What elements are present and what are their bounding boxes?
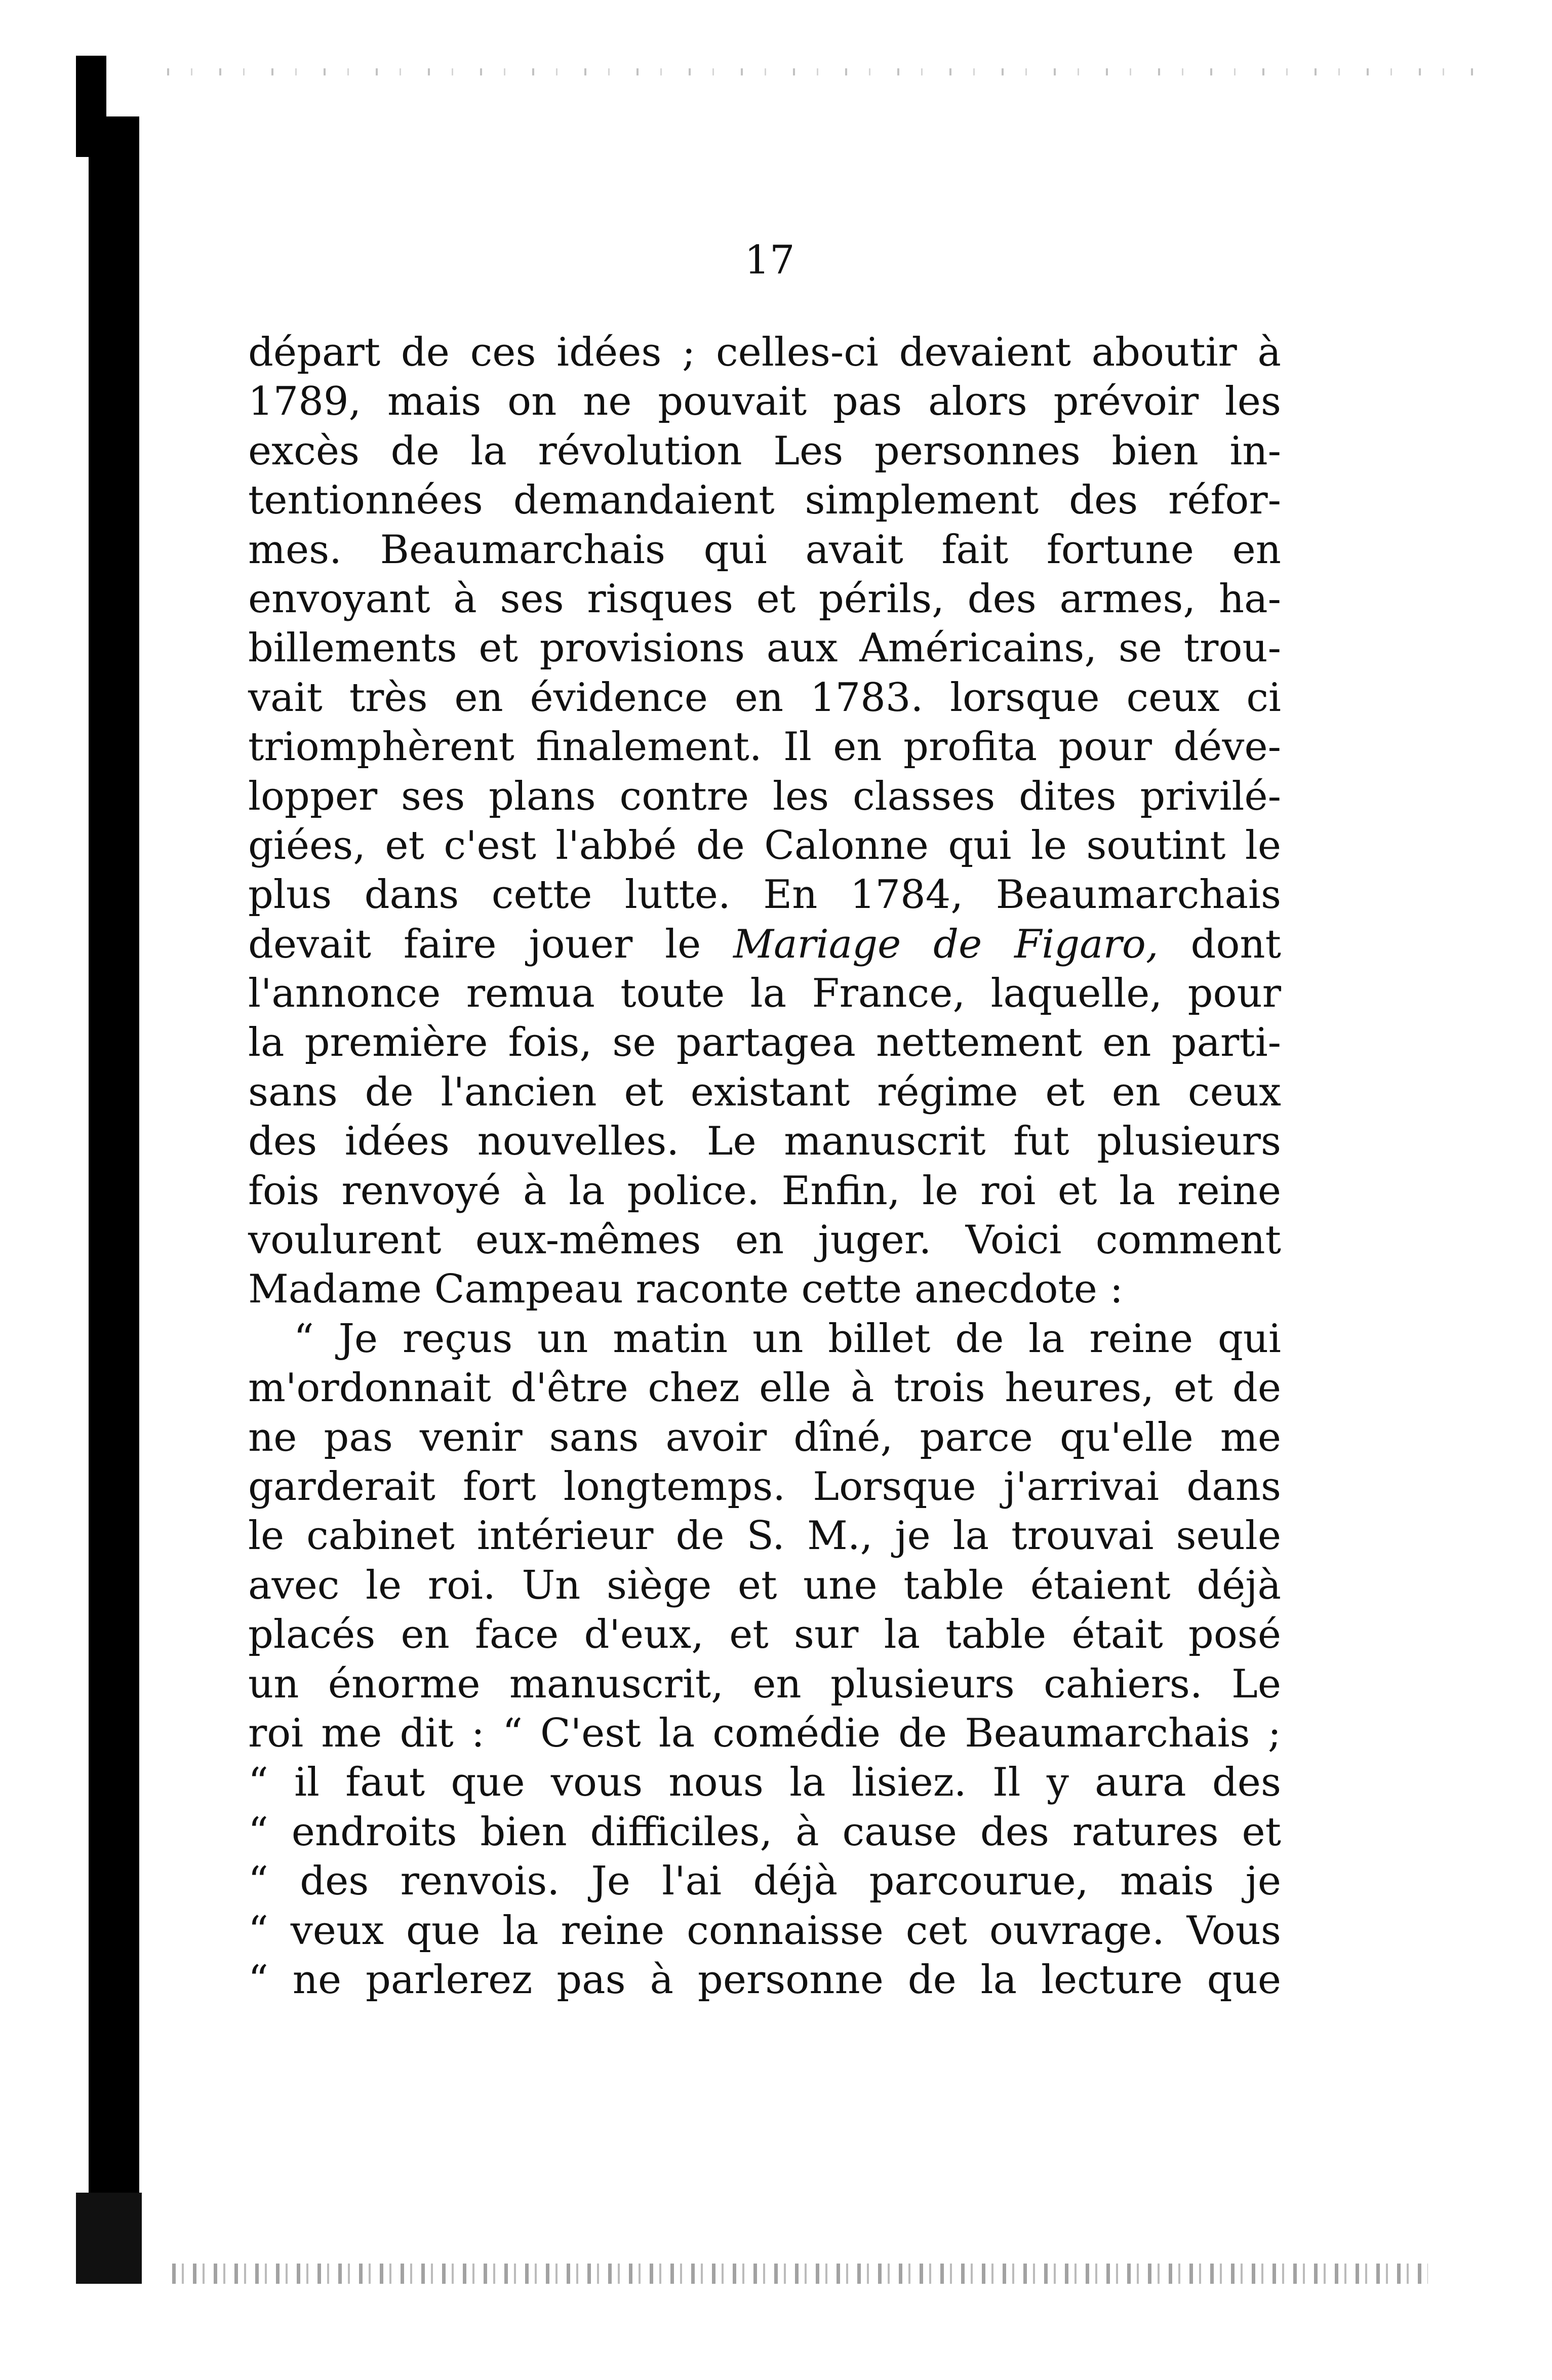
text-line: des idées nouvelles. Le manuscrit fut plusieurs (248, 1119, 1281, 1165)
text-line: Madame Campeau raconte cette anecdote : (248, 1266, 1123, 1313)
text-line: mes. Beaumarchais qui avait fait fortune en (248, 527, 1281, 573)
quote-line: avec le roi. Un siège et une table étaient déjà (248, 1562, 1281, 1608)
text-line: excès de la révolution Les personnes bien in- (248, 428, 1281, 474)
quote-line: le cabinet intérieur de S. M., je la trouvai seule (248, 1513, 1281, 1559)
play-title: Mariage de Figaro, (733, 921, 1159, 967)
quote-line: “ Je reçus un matin un billet de la reine qui (294, 1316, 1281, 1362)
text-line: sans de l'ancien et existant régime et en ceux (248, 1069, 1281, 1115)
text-line: départ de ces idées ; celles-ci devaient aboutir à (248, 330, 1281, 375)
text-line: 1789, mais on ne pouvait pas alors prévoir les (248, 379, 1281, 425)
text-segment: devait faire jouer le (248, 921, 734, 967)
text-line: giées, et c'est l'abbé de Calonne qui le soutint le (248, 822, 1281, 868)
quote-line: m'ordonnait d'être chez elle à trois heures, et de (248, 1365, 1281, 1411)
text-line: envoyant à ses risques et périls, des armes, ha- (248, 576, 1281, 622)
quote-line: ne pas venir sans avoir dîné, parce qu'elle me (248, 1414, 1281, 1460)
text-line: l'annonce remua toute la France, laquelle, pour (248, 971, 1281, 1017)
quote-line: “ des renvois. Je l'ai déjà parcourue, mais je (248, 1858, 1281, 1905)
text-line: lopper ses plans contre les classes dites privilé- (248, 773, 1281, 819)
text-line: plus dans cette lutte. En 1784, Beaumarchais (248, 872, 1281, 918)
scan-noise-bottom (172, 2264, 1428, 2284)
page-number: 17 (744, 237, 795, 283)
scan-noise-top (167, 68, 1474, 75)
text-line: la première fois, se partagea nettement en parti- (248, 1020, 1281, 1066)
text-line: billements et provisions aux Américains, se trou- (248, 625, 1281, 671)
text-segment: dont (1158, 921, 1282, 967)
quote-line: “ ne parlerez pas à personne de la lecture que (248, 1957, 1281, 2003)
quote-line: placés en face d'eux, et sur la table était posé (248, 1612, 1281, 1658)
quote-line: “ endroits bien difficiles, à cause des ratures et (248, 1809, 1281, 1855)
quote-line: “ il faut que vous nous la lisiez. Il y aura des (248, 1760, 1281, 1806)
text-line: tentionnées demandaient simplement des réfor- (248, 478, 1281, 524)
text-line: vait très en évidence en 1783. lorsque ceux ci (248, 675, 1281, 721)
quote-line: “ veux que la reine connaisse cet ouvrage. Vous (248, 1908, 1281, 1954)
page-text (248, 328, 1281, 2005)
scan-edge-shadow (89, 116, 139, 2279)
text-line-figaro (248, 920, 1281, 969)
quote-line: garderait fort longtemps. Lorsque j'arrivai dans (248, 1463, 1281, 1510)
text-line: fois renvoyé à la police. Enfin, le roi et la reine (248, 1168, 1281, 1214)
quote-line: un énorme manuscrit, en plusieurs cahiers. Le (248, 1661, 1281, 1707)
quote-line: roi me dit : “ C'est la comédie de Beaumarchais ; (248, 1710, 1281, 1756)
scan-edge-bottom (76, 2193, 142, 2284)
text-line: triomphèrent finalement. Il en profita pour déve- (248, 724, 1281, 770)
text-line: voulurent eux-mêmes en juger. Voici comment (248, 1217, 1281, 1263)
